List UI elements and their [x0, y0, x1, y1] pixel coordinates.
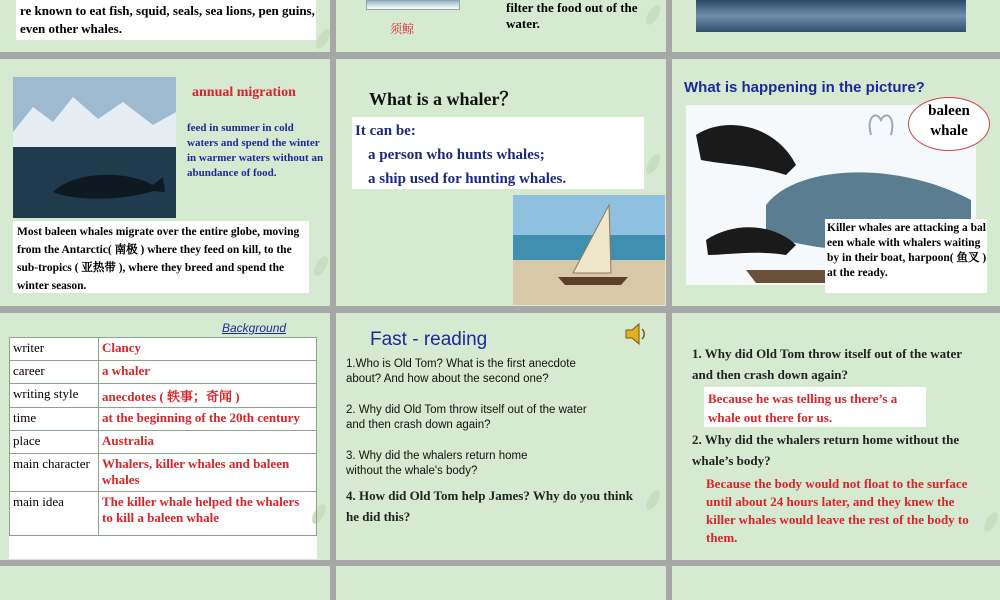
table-value: a whaler — [99, 361, 317, 384]
slide-7-title: Background — [222, 321, 287, 335]
table-row — [10, 408, 317, 431]
slide-12[interactable] — [672, 566, 1000, 600]
slide-6-title: What is happening in the picture? — [684, 79, 925, 96]
leaf-decoration — [643, 152, 663, 176]
background-table — [9, 337, 317, 536]
slide-8-title: Fast - reading — [370, 329, 488, 350]
question-2: 2. Why did Old Tom throw itself out of the water and then crash down again? — [346, 404, 587, 431]
slide-9[interactable] — [672, 313, 1000, 560]
slide-4-side-text: feed in summer in cold waters and spend the winter in warmer waters without an abundance of food. — [187, 122, 324, 179]
leaf-decoration — [643, 488, 663, 512]
table-key: writing style — [10, 384, 99, 408]
slide-6[interactable] — [672, 59, 1000, 306]
table-value: Whalers, killer whales and baleen whales — [99, 454, 317, 492]
table-row — [10, 361, 317, 384]
slide-2-caption: 须鲸 — [390, 22, 415, 36]
table-value: The killer whale helped the whalers to kill a baleen whale — [99, 492, 317, 536]
table-key: place — [10, 431, 99, 454]
slide-2[interactable] — [336, 0, 666, 52]
answer-2: Because the body would not float to the surface until about 24 hours later, and they knew the killer whales would leave the rest of the body to them. — [706, 476, 969, 545]
whaling-boat-photo — [513, 195, 665, 305]
table-key: writer — [10, 338, 99, 361]
speaker-icon[interactable] — [622, 321, 648, 347]
slide-5-title: What is a whaler？ — [369, 89, 518, 109]
table-key: main idea — [10, 492, 99, 536]
baleen-whale-image — [366, 0, 460, 10]
table-row — [10, 431, 317, 454]
slide-10[interactable] — [0, 566, 330, 600]
slide-5-line-1: It can be: — [355, 123, 416, 139]
leaf-decoration — [311, 254, 330, 278]
slide-2-text: filter the food out of the water. — [506, 0, 638, 31]
table-row — [10, 454, 317, 492]
table-row — [10, 338, 317, 361]
table-value: anecdotes ( 轶事；奇闻 ) — [99, 384, 317, 408]
slide-1-text: re known to eat fish, squid, seals, sea lions, pen guins, even other whales. — [20, 3, 315, 36]
answer-question-1: 1. Why did Old Tom throw itself out of the water and then crash down again? — [692, 346, 962, 382]
table-row — [10, 384, 317, 408]
question-4: 4. How did Old Tom help James? Why do you think he did this? — [346, 488, 633, 524]
slide-3[interactable] — [672, 0, 1000, 52]
callout-label: baleen whale — [928, 103, 970, 139]
slide-8[interactable] — [336, 313, 666, 560]
table-value: Australia — [99, 431, 317, 454]
slide-4[interactable] — [0, 59, 330, 306]
question-1: 1.Who is Old Tom? What is the first anecdote about? And how about the second one? — [346, 358, 576, 385]
table-value: at the beginning of the 20th century — [99, 408, 317, 431]
leaf-decoration — [981, 510, 1000, 534]
slide-5[interactable] — [336, 59, 666, 306]
table-key: time — [10, 408, 99, 431]
slide-4-bottom-text: Most baleen whales migrate over the entire globe, moving from the Antarctic( 南极 ) where they feed on kill, to the sub-tropics ( 亚热带 ), where they breed and spend the winter season. — [17, 226, 300, 292]
slide-11[interactable] — [336, 566, 666, 600]
slide-6-caption: Killer whales are attacking a baleen whale with whalers waiting by in their boat, harpoon( 鱼叉 ) at the ready. — [827, 222, 987, 279]
answer-1: Because he was telling us there’s a whale out there for us. — [708, 391, 898, 425]
slide-4-title: annual migration — [192, 85, 296, 100]
table-key: career — [10, 361, 99, 384]
table-row — [10, 492, 317, 536]
slide-5-line-2: a person who hunts whales; — [368, 147, 545, 163]
question-3: 3. Why did the whalers return home without the whale's body? — [346, 450, 528, 477]
ocean-image — [696, 0, 966, 32]
whale-photo — [13, 77, 176, 218]
slide-5-line-3: a ship used for hunting whales. — [368, 171, 567, 187]
slide-1[interactable] — [0, 0, 330, 52]
table-value: Clancy — [99, 338, 317, 361]
table-key: main character — [10, 454, 99, 492]
answer-question-2: 2. Why did the whalers return home without the whale’s body? — [692, 432, 960, 468]
leaf-decoration — [643, 3, 663, 27]
